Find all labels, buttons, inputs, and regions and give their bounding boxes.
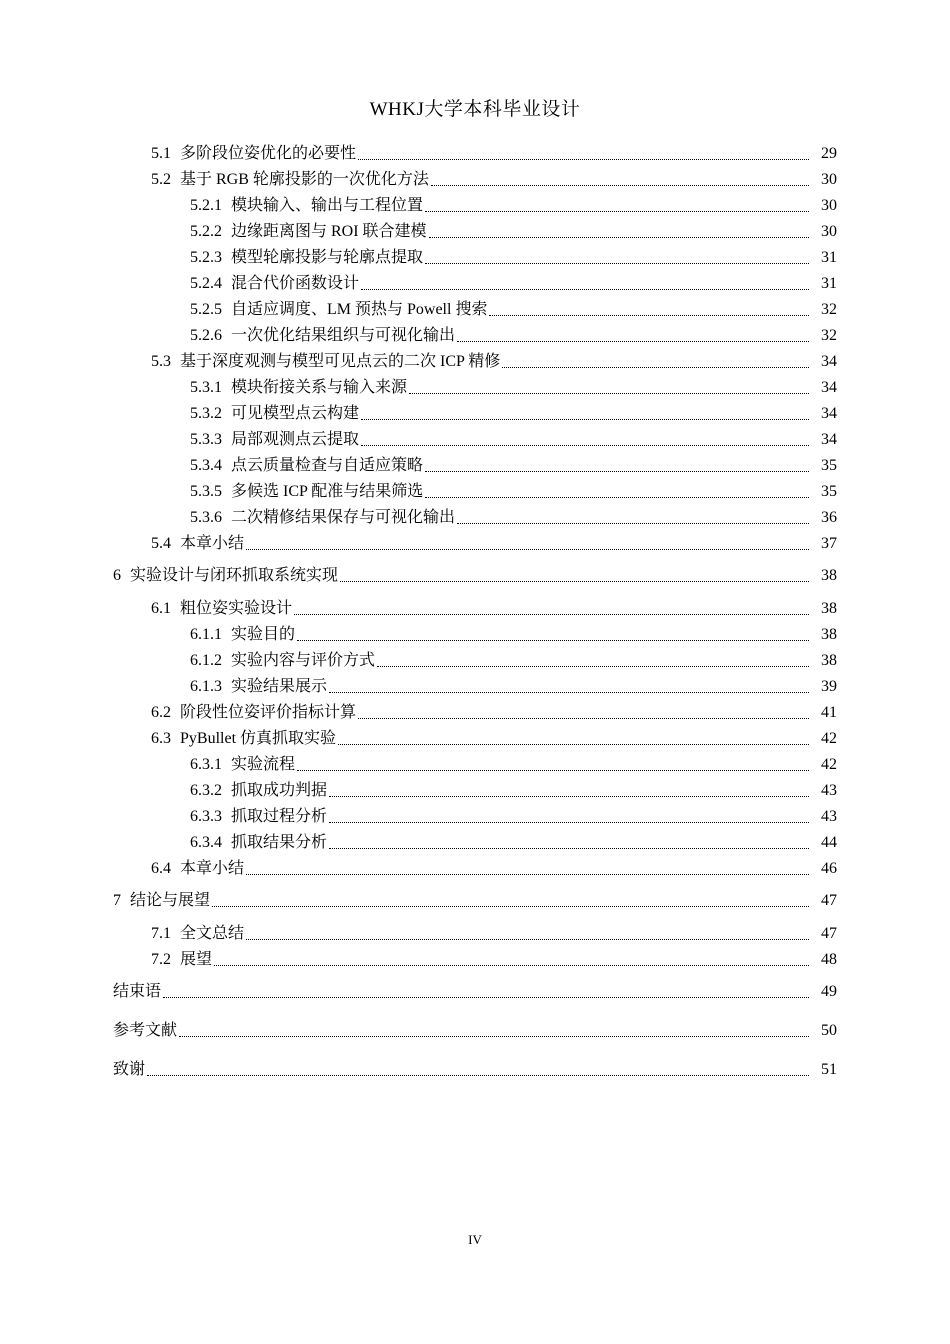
toc-entry-text <box>190 300 489 320</box>
toc-leader-dots <box>358 139 809 160</box>
toc-entry-title: 实验流程 <box>231 756 296 773</box>
toc-entry-title: 阶段性位姿评价指标计算 <box>180 704 357 721</box>
toc-entry-number: 5.4 <box>151 535 171 552</box>
toc-entry-title: 实验内容与评价方式 <box>231 652 376 669</box>
toc-entry-text <box>151 950 214 970</box>
toc-entry-page: 47 <box>821 925 837 942</box>
toc-entry-number: 6.3.1 <box>190 756 222 773</box>
toc-entry-page: 42 <box>821 730 837 747</box>
toc-entry-number: 5.3.1 <box>190 379 222 396</box>
toc-entry[interactable] <box>0 829 950 853</box>
toc-leader-dots <box>212 886 809 907</box>
toc-entry[interactable] <box>0 562 950 586</box>
toc-entry[interactable] <box>0 270 950 294</box>
toc-leader-dots <box>425 243 809 264</box>
toc-entry-number: 6.3.2 <box>190 782 222 799</box>
toc-leader-dots <box>429 217 809 238</box>
toc-entry-title: 基于 RGB 轮廓投影的一次优化方法 <box>180 171 429 188</box>
toc-entry-text <box>113 891 212 911</box>
toc-entry-number: 6.1.3 <box>190 678 222 695</box>
toc-entry-number: 6.3.4 <box>190 834 222 851</box>
toc-entry-text <box>113 566 340 586</box>
toc-entry[interactable] <box>0 478 950 502</box>
toc-leader-dots <box>214 945 809 966</box>
toc-leader-dots <box>329 776 809 797</box>
toc-leader-dots <box>147 1055 809 1076</box>
toc-entry-page: 35 <box>821 457 837 474</box>
toc-entry-page: 43 <box>821 808 837 825</box>
toc-entry[interactable] <box>0 504 950 528</box>
toc-entry[interactable] <box>0 244 950 268</box>
toc-entry-text <box>190 274 361 294</box>
toc-entry-title: 基于深度观测与模型可见点云的二次 ICP 精修 <box>180 353 501 370</box>
toc-entry-title: 抓取成功判据 <box>231 782 328 799</box>
toc-entry-title: 参考文献 <box>113 1022 178 1039</box>
toc-entry-page: 31 <box>821 275 837 292</box>
toc-entry[interactable] <box>0 452 950 476</box>
toc-entry-page: 44 <box>821 834 837 851</box>
toc-entry-title: 全文总结 <box>180 925 245 942</box>
toc-entry-page: 49 <box>821 983 837 1000</box>
toc-entry-page: 34 <box>821 405 837 422</box>
toc-leader-dots <box>246 854 809 875</box>
toc-leader-dots <box>425 477 809 498</box>
toc-entry-title: 本章小结 <box>180 535 245 552</box>
toc-entry-text <box>113 1021 179 1041</box>
toc-entry-number: 5.3.3 <box>190 431 222 448</box>
toc-entry-page: 34 <box>821 431 837 448</box>
toc-entry-page: 30 <box>821 197 837 214</box>
toc-leader-dots <box>361 399 809 420</box>
toc-entry-number: 6.3 <box>151 730 171 747</box>
toc-entry[interactable] <box>0 1017 950 1041</box>
toc-leader-dots <box>431 165 809 186</box>
toc-entry-title: 抓取过程分析 <box>231 808 328 825</box>
page-header-title: WHKJ大学本科毕业设计 <box>369 99 581 120</box>
toc-entry[interactable] <box>0 855 950 879</box>
toc-entry-text <box>190 326 457 346</box>
toc-leader-dots <box>329 828 809 849</box>
toc-entry[interactable] <box>0 946 950 970</box>
toc-entry-text <box>190 222 429 242</box>
toc-entry-text <box>151 729 338 749</box>
toc-leader-dots <box>457 503 809 524</box>
toc-entry-text <box>151 144 358 164</box>
toc-entry-text <box>151 534 246 554</box>
toc-entry-text <box>190 755 297 775</box>
toc-entry-page: 36 <box>821 509 837 526</box>
toc-entry-title: 结论与展望 <box>130 892 211 909</box>
toc-entry-number: 6.3.3 <box>190 808 222 825</box>
toc-entry-title: 展望 <box>180 951 213 968</box>
toc-entry[interactable] <box>0 426 950 450</box>
toc-entry-text <box>151 703 358 723</box>
toc-entry-title: 可见模型点云构建 <box>231 405 360 422</box>
toc-entry[interactable] <box>0 673 950 697</box>
toc-entry[interactable] <box>0 140 950 164</box>
toc-leader-dots <box>297 750 809 771</box>
toc-entry-text <box>190 482 425 502</box>
toc-entry-number: 5.3.6 <box>190 509 222 526</box>
toc-entry-page: 48 <box>821 951 837 968</box>
toc-entry-number: 5.3.4 <box>190 457 222 474</box>
toc-entry-title: 局部观测点云提取 <box>231 431 360 448</box>
toc-entry-text <box>113 1060 147 1080</box>
toc-leader-dots <box>361 425 809 446</box>
toc-entry[interactable] <box>0 192 950 216</box>
toc-entry[interactable] <box>0 1056 950 1080</box>
toc-entry[interactable] <box>0 887 950 911</box>
toc-entry-number: 6 <box>113 567 121 584</box>
toc-leader-dots <box>329 672 809 693</box>
toc-entry-page: 34 <box>821 353 837 370</box>
toc-entry[interactable] <box>0 621 950 645</box>
toc-leader-dots <box>425 451 809 472</box>
toc-entry-number: 7 <box>113 892 121 909</box>
toc-leader-dots <box>179 1016 809 1037</box>
toc-leader-dots <box>329 802 809 823</box>
toc-entry-page: 30 <box>821 171 837 188</box>
toc-entry-number: 5.2.1 <box>190 197 222 214</box>
toc-leader-dots <box>294 594 809 615</box>
toc-entry-page: 38 <box>821 567 837 584</box>
toc-entry-title: 边缘距离图与 ROI 联合建模 <box>231 223 427 240</box>
toc-entry-title: 多候选 ICP 配准与结果筛选 <box>231 483 424 500</box>
toc-entry[interactable] <box>0 725 950 749</box>
toc-entry[interactable] <box>0 647 950 671</box>
toc-entry-text <box>190 196 425 216</box>
toc-entry[interactable] <box>0 296 950 320</box>
toc-entry-text <box>151 352 502 372</box>
toc-leader-dots <box>246 919 809 940</box>
toc-entry-title: 抓取结果分析 <box>231 834 328 851</box>
toc-entry-page: 37 <box>821 535 837 552</box>
toc-entry-number: 6.1.1 <box>190 626 222 643</box>
toc-leader-dots <box>457 321 809 342</box>
toc-entry-number: 5.2.2 <box>190 223 222 240</box>
toc-leader-dots <box>163 977 809 998</box>
toc-entry-title: 多阶段位姿优化的必要性 <box>180 145 357 162</box>
toc-entry-text <box>190 248 425 268</box>
toc-entry-text <box>190 651 377 671</box>
toc-entry-page: 42 <box>821 756 837 773</box>
toc-entry-number: 5.2.3 <box>190 249 222 266</box>
toc-entry-text <box>190 807 329 827</box>
toc-entry-number: 5.2.5 <box>190 301 222 318</box>
toc-entry-page: 46 <box>821 860 837 877</box>
toc-entry-text <box>151 924 246 944</box>
toc-entry-text <box>190 378 409 398</box>
toc-entry-page: 43 <box>821 782 837 799</box>
toc-entry[interactable] <box>0 699 950 723</box>
toc-leader-dots <box>425 191 809 212</box>
toc-entry-number: 6.1.2 <box>190 652 222 669</box>
toc-entry-number: 5.3.2 <box>190 405 222 422</box>
toc-entry[interactable] <box>0 530 950 554</box>
toc-leader-dots <box>361 269 809 290</box>
toc-entry-number: 5.1 <box>151 145 171 162</box>
toc-entry-number: 7.1 <box>151 925 171 942</box>
toc-entry[interactable] <box>0 374 950 398</box>
toc-entry-page: 32 <box>821 327 837 344</box>
toc-entry-page: 41 <box>821 704 837 721</box>
toc-entry-text <box>151 599 294 619</box>
toc-entry-title: PyBullet 仿真抓取实验 <box>180 730 337 747</box>
toc-entry[interactable] <box>0 978 950 1002</box>
page-number: IV <box>468 1232 482 1247</box>
toc-leader-dots <box>340 561 809 582</box>
toc-entry-page: 39 <box>821 678 837 695</box>
toc-entry-title: 模型轮廓投影与轮廓点提取 <box>231 249 424 266</box>
toc-entry[interactable] <box>0 322 950 346</box>
toc-leader-dots <box>377 646 809 667</box>
toc-entry-number: 6.2 <box>151 704 171 721</box>
toc-entry-title: 结束语 <box>113 983 162 1000</box>
toc-entry-text <box>190 456 425 476</box>
toc-entry-title: 实验结果展示 <box>231 678 328 695</box>
toc-entry-text <box>190 404 361 424</box>
toc-entry[interactable] <box>0 803 950 827</box>
toc-leader-dots <box>297 620 809 641</box>
toc-entry-number: 5.2.4 <box>190 275 222 292</box>
toc-entry-number: 6.1 <box>151 600 171 617</box>
toc-entry-title: 致谢 <box>113 1061 146 1078</box>
toc-entry-title: 自适应调度、LM 预热与 Powell 搜索 <box>231 301 488 318</box>
toc-entry-title: 实验目的 <box>231 626 296 643</box>
toc-entry[interactable] <box>0 920 950 944</box>
toc-entry-page: 38 <box>821 626 837 643</box>
toc-entry-title: 混合代价函数设计 <box>231 275 360 292</box>
toc-entry[interactable] <box>0 218 950 242</box>
toc-leader-dots <box>502 347 809 368</box>
toc-entry-page: 31 <box>821 249 837 266</box>
toc-entry-number: 5.3.5 <box>190 483 222 500</box>
toc-entry[interactable] <box>0 348 950 372</box>
toc-entry-text <box>190 677 329 697</box>
toc-entry-text <box>190 833 329 853</box>
toc-leader-dots <box>358 698 809 719</box>
toc-leader-dots <box>409 373 809 394</box>
toc-entry-page: 34 <box>821 379 837 396</box>
toc-entry[interactable] <box>0 400 950 424</box>
toc-entry-number: 7.2 <box>151 951 171 968</box>
toc-entry-title: 本章小结 <box>180 860 245 877</box>
toc-entry-text <box>190 781 329 801</box>
toc-entry-text <box>113 982 163 1002</box>
toc-entry-number: 5.2 <box>151 171 171 188</box>
toc-entry-page: 30 <box>821 223 837 240</box>
toc-entry-page: 35 <box>821 483 837 500</box>
toc-entry-page: 38 <box>821 600 837 617</box>
toc-entry-text <box>190 625 297 645</box>
toc-entry-title: 模块衔接关系与输入来源 <box>231 379 408 396</box>
toc-entry-page: 32 <box>821 301 837 318</box>
toc-entry[interactable] <box>0 595 950 619</box>
toc-entry-text <box>151 170 431 190</box>
toc-entry[interactable] <box>0 751 950 775</box>
toc-entry[interactable] <box>0 166 950 190</box>
toc-entry-page: 50 <box>821 1022 837 1039</box>
toc-entry-number: 5.3 <box>151 353 171 370</box>
toc-leader-dots <box>338 724 809 745</box>
toc-entry-page: 51 <box>821 1061 837 1078</box>
toc-entry-page: 29 <box>821 145 837 162</box>
toc-entry-text <box>190 430 361 450</box>
toc-leader-dots <box>246 529 809 550</box>
toc-entry-title: 模块输入、输出与工程位置 <box>231 197 424 214</box>
toc-leader-dots <box>489 295 809 316</box>
toc-entry-title: 粗位姿实验设计 <box>180 600 293 617</box>
toc-entry-text <box>151 859 246 879</box>
toc-entry-title: 点云质量检查与自适应策略 <box>231 457 424 474</box>
toc-entry-title: 二次精修结果保存与可视化输出 <box>231 509 456 526</box>
toc-entry-number: 5.2.6 <box>190 327 222 344</box>
toc-entry[interactable] <box>0 777 950 801</box>
toc-entry-title: 一次优化结果组织与可视化输出 <box>231 327 456 344</box>
toc-entry-number: 6.4 <box>151 860 171 877</box>
toc-entry-page: 47 <box>821 892 837 909</box>
toc-entry-page: 38 <box>821 652 837 669</box>
toc-entry-title: 实验设计与闭环抓取系统实现 <box>130 567 339 584</box>
toc-entry-text <box>190 508 457 528</box>
